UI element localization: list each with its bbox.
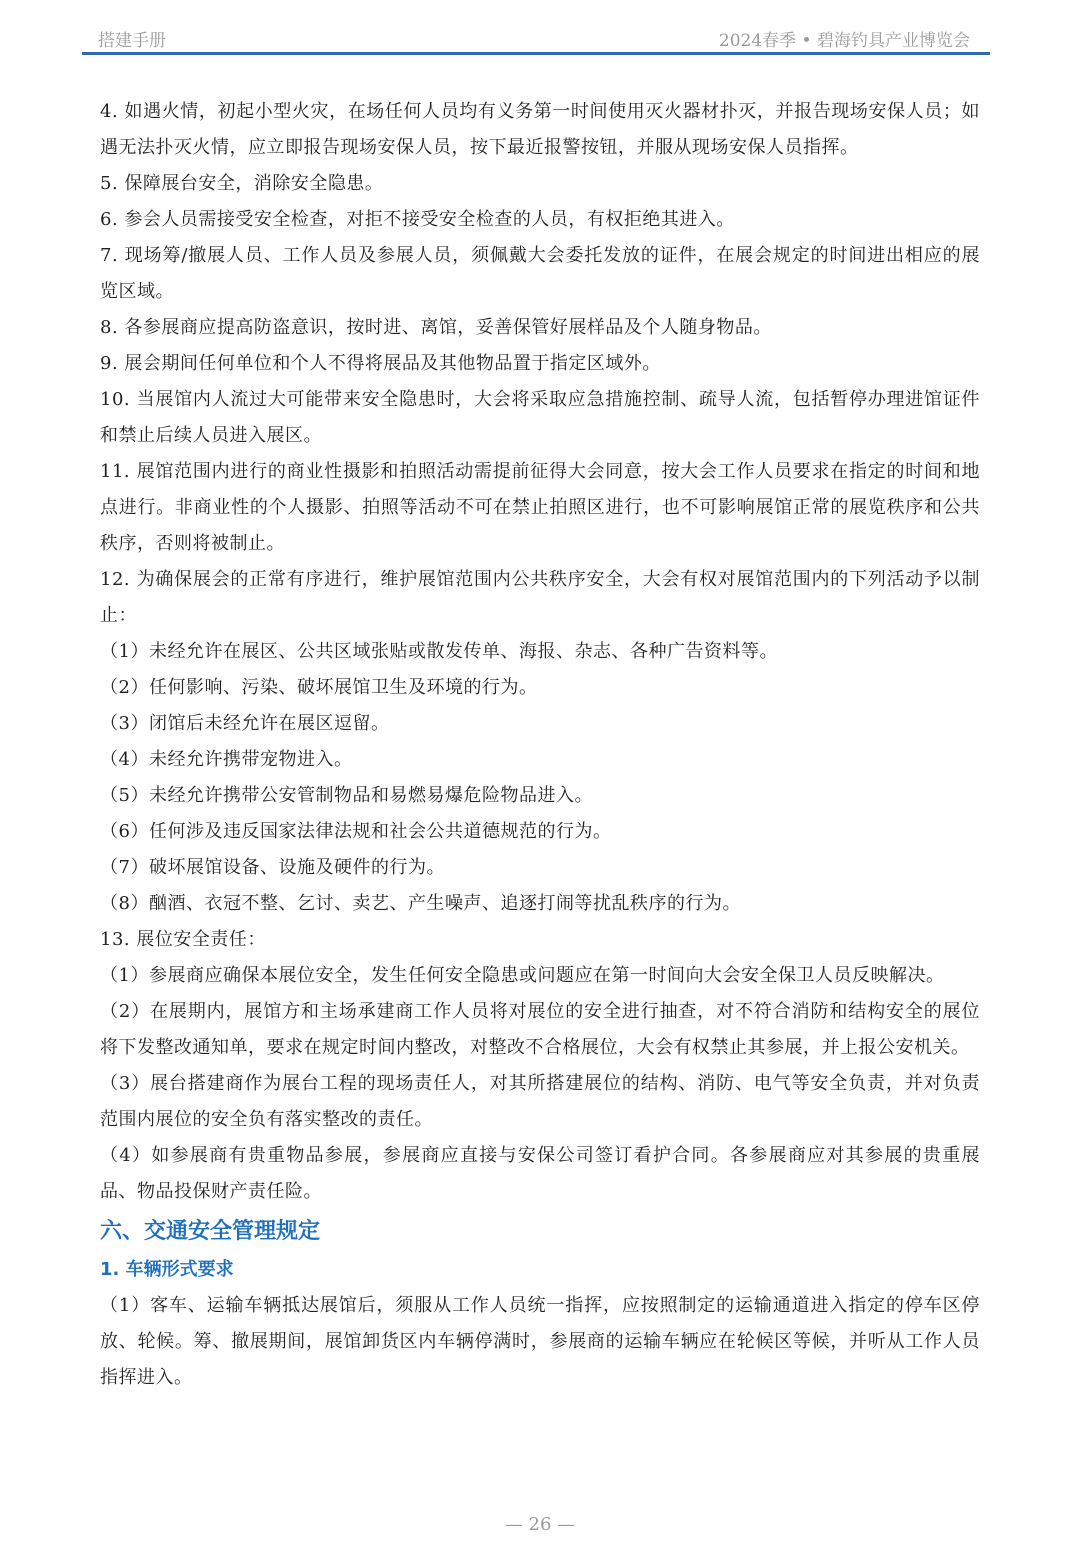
paragraph: 11. 展馆范围内进行的商业性摄影和拍照活动需提前征得大会同意，按大会工作人员要求在指定的时间和地点进行。非商业性的个人摄影、拍照等活动不可在禁止拍照区进行，也不可影响展馆正常的展览秩序和公共秩序，否则将被制止。: [100, 461, 980, 554]
page-number: — 26 —: [504, 1514, 576, 1535]
list-item: （1）未经允许在展区、公共区域张贴或散发传单、海报、杂志、各种广告资料等。: [100, 641, 778, 662]
list-item: （3）闭馆后未经允许在展区逗留。: [100, 713, 390, 734]
page-header: [82, 24, 990, 52]
paragraph: 6. 参会人员需接受安全检查，对拒不接受安全检查的人员，有权拒绝其进入。: [100, 209, 735, 230]
header-event-title: 2024春季 • 碧海钓具产业博览会: [718, 31, 970, 51]
section-title: 六、交通安全管理规定: [100, 1219, 321, 1244]
paragraph: 8. 各参展商应提高防盗意识，按时进、离馆，妥善保管好展样品及个人随身物品。: [100, 317, 772, 338]
list-item: （5）未经允许携带公安管制物品和易燃易爆危险物品进入。: [100, 785, 593, 806]
document-body: [100, 94, 980, 1396]
list-item: （4）如参展商有贵重物品参展，参展商应直接与安保公司签订看护合同。各参展商应对其参展的贵重展品、物品投保财产责任险。: [100, 1145, 980, 1202]
paragraph: 12. 为确保展会的正常有序进行，维护展馆范围内公共秩序安全，大会有权对展馆范围内的下列活动予以制止：: [100, 569, 980, 626]
header-manual-title: 搭建手册: [98, 31, 166, 51]
list-item: （8）酗酒、衣冠不整、乞讨、卖艺、产生噪声、追逐打闹等扰乱秩序的行为。: [100, 893, 741, 914]
list-item: （1）参展商应确保本展位安全，发生任何安全隐患或问题应在第一时间向大会安全保卫人员反映解决。: [100, 965, 945, 986]
list-item: （6）任何涉及违反国家法律法规和社会公共道德规范的行为。: [100, 821, 612, 842]
header-divider: [82, 52, 990, 55]
list-item: （7）破坏展馆设备、设施及硬件的行为。: [100, 857, 445, 878]
list-item: （2）在展期内，展馆方和主场承建商工作人员将对展位的安全进行抽查，对不符合消防和结构安全的展位将下发整改通知单，要求在规定时间内整改，对整改不合格展位，大会有权禁止其参展，并上报公安机关。: [100, 1001, 980, 1058]
subsection-title: 1. 车辆形式要求: [100, 1259, 234, 1280]
paragraph: 7. 现场筹/撤展人员、工作人员及参展人员，须佩戴大会委托发放的证件，在展会规定的时间进出相应的展览区域。: [100, 245, 980, 302]
paragraph: 9. 展会期间任何单位和个人不得将展品及其他物品置于指定区域外。: [100, 353, 661, 374]
list-item: （2）任何影响、污染、破坏展馆卫生及环境的行为。: [100, 677, 538, 698]
list-item: （4）未经允许携带宠物进入。: [100, 749, 353, 770]
list-item: （1）客车、运输车辆抵达展馆后，须服从工作人员统一指挥，应按照制定的运输通道进入指定的停车区停放、轮候。筹、撤展期间，展馆卸货区内车辆停满时，参展商的运输车辆应在轮候区等候，并听从工作人员指挥进入。: [100, 1295, 980, 1388]
list-item: （3）展台搭建商作为展台工程的现场责任人，对其所搭建展位的结构、消防、电气等安全负责，并对负责范围内展位的安全负有落实整改的责任。: [100, 1073, 980, 1130]
paragraph: 5. 保障展台安全，消除安全隐患。: [100, 173, 384, 194]
paragraph: 4. 如遇火情，初起小型火灾，在场任何人员均有义务第一时间使用灭火器材扑灭，并报告现场安保人员；如遇无法扑灭火情，应立即报告现场安保人员，按下最近报警按钮，并服从现场安保人员指挥。: [100, 101, 980, 158]
paragraph: 13. 展位安全责任：: [100, 929, 266, 950]
paragraph: 10. 当展馆内人流过大可能带来安全隐患时，大会将采取应急措施控制、疏导人流，包括暂停办理进馆证件和禁止后续人员进入展区。: [100, 389, 980, 446]
